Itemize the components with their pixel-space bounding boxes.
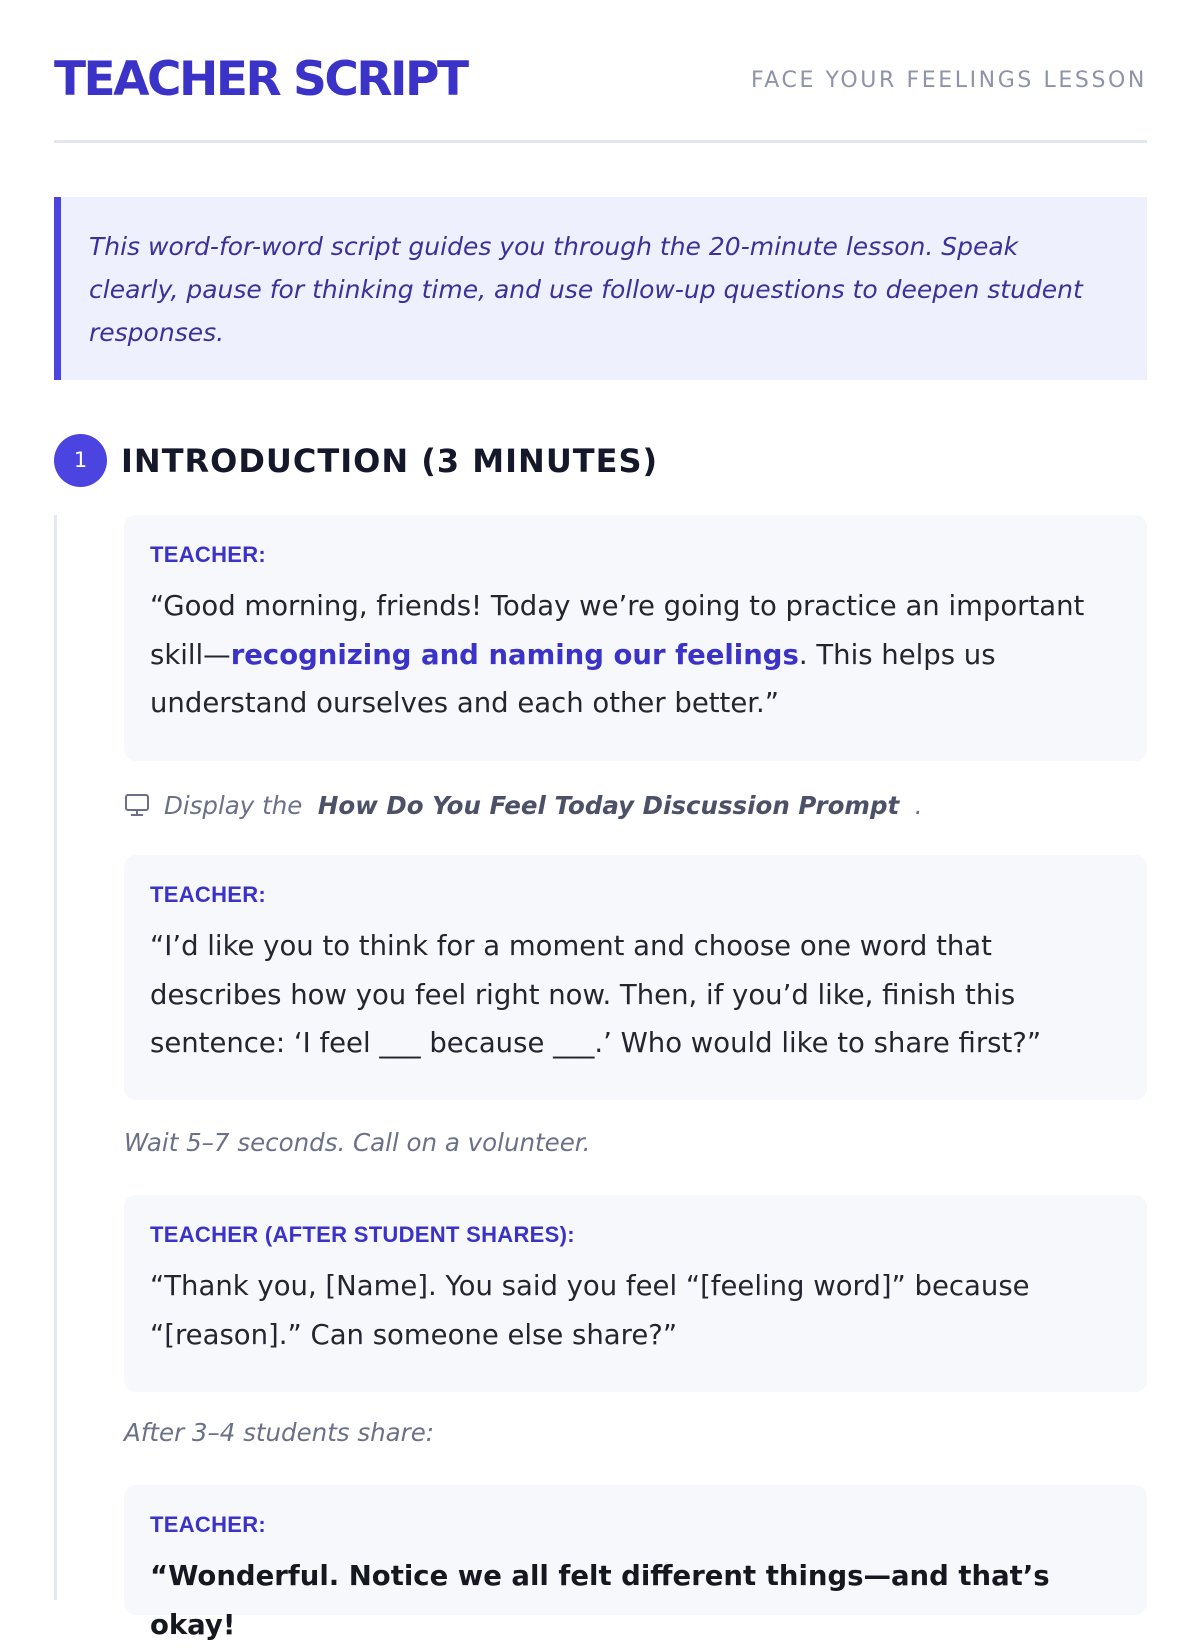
wait-note: Wait 5–7 seconds. Call on a volunteer. bbox=[124, 1128, 591, 1157]
script-card bbox=[124, 1485, 1147, 1641]
header-divider bbox=[54, 140, 1147, 143]
display-note bbox=[124, 791, 923, 821]
speech-text-part: . This helps us understand ourselves and each other better.” bbox=[150, 638, 996, 719]
speech-text: “I’d like you to think for a moment and choose one word that describes how you feel right now. Then, if you’d like, finish this sentence: ‘I feel ___ because ___.’ Who would like to share first?” bbox=[150, 930, 1042, 1059]
speech-text: “Wonderful. Notice we all felt different things—and that’s okay! bbox=[150, 1560, 1050, 1641]
speaker-label: TEACHER: bbox=[150, 1512, 267, 1537]
step-number-badge: 1 bbox=[54, 434, 107, 487]
resource-name: How Do You Feel Today Discussion Prompt bbox=[317, 791, 900, 820]
monitor-icon bbox=[124, 792, 150, 818]
intro-callout bbox=[54, 197, 1147, 380]
script-card bbox=[124, 855, 1147, 1100]
script-card bbox=[124, 515, 1147, 761]
speaker-label: TEACHER: bbox=[150, 882, 267, 907]
speaker-label: TEACHER (AFTER STUDENT SHARES): bbox=[150, 1222, 575, 1247]
section-rail bbox=[54, 515, 57, 1600]
display-note-suffix: . bbox=[914, 791, 923, 820]
lesson-name: FACE YOUR FEELINGS LESSON bbox=[750, 68, 1147, 93]
after-share-note: After 3–4 students share: bbox=[124, 1418, 435, 1447]
intro-text: This word-for-word script guides you through the 20-minute lesson. Speak clearly, pause for thinking time, and use follow-up questions to deepen student responses. bbox=[89, 232, 1083, 347]
speech-highlight: recognizing and naming our feelings bbox=[230, 638, 799, 671]
page-header bbox=[54, 52, 1147, 112]
page-title: TEACHER SCRIPT bbox=[54, 52, 467, 107]
speech-text bbox=[150, 582, 1121, 728]
script-card bbox=[124, 1195, 1147, 1392]
speech-text: “Thank you, [Name]. You said you feel “[feeling word]” because “[reason].” Can someone else share?” bbox=[150, 1270, 1030, 1351]
section-title: INTRODUCTION (3 MINUTES) bbox=[121, 442, 659, 480]
speaker-label: TEACHER: bbox=[150, 542, 267, 567]
display-note-prefix: Display the bbox=[164, 791, 303, 820]
speech-text-part: “Good morning, friends! Today we’re going to practice an important skill— bbox=[150, 590, 1085, 671]
section-header bbox=[54, 434, 1147, 488]
